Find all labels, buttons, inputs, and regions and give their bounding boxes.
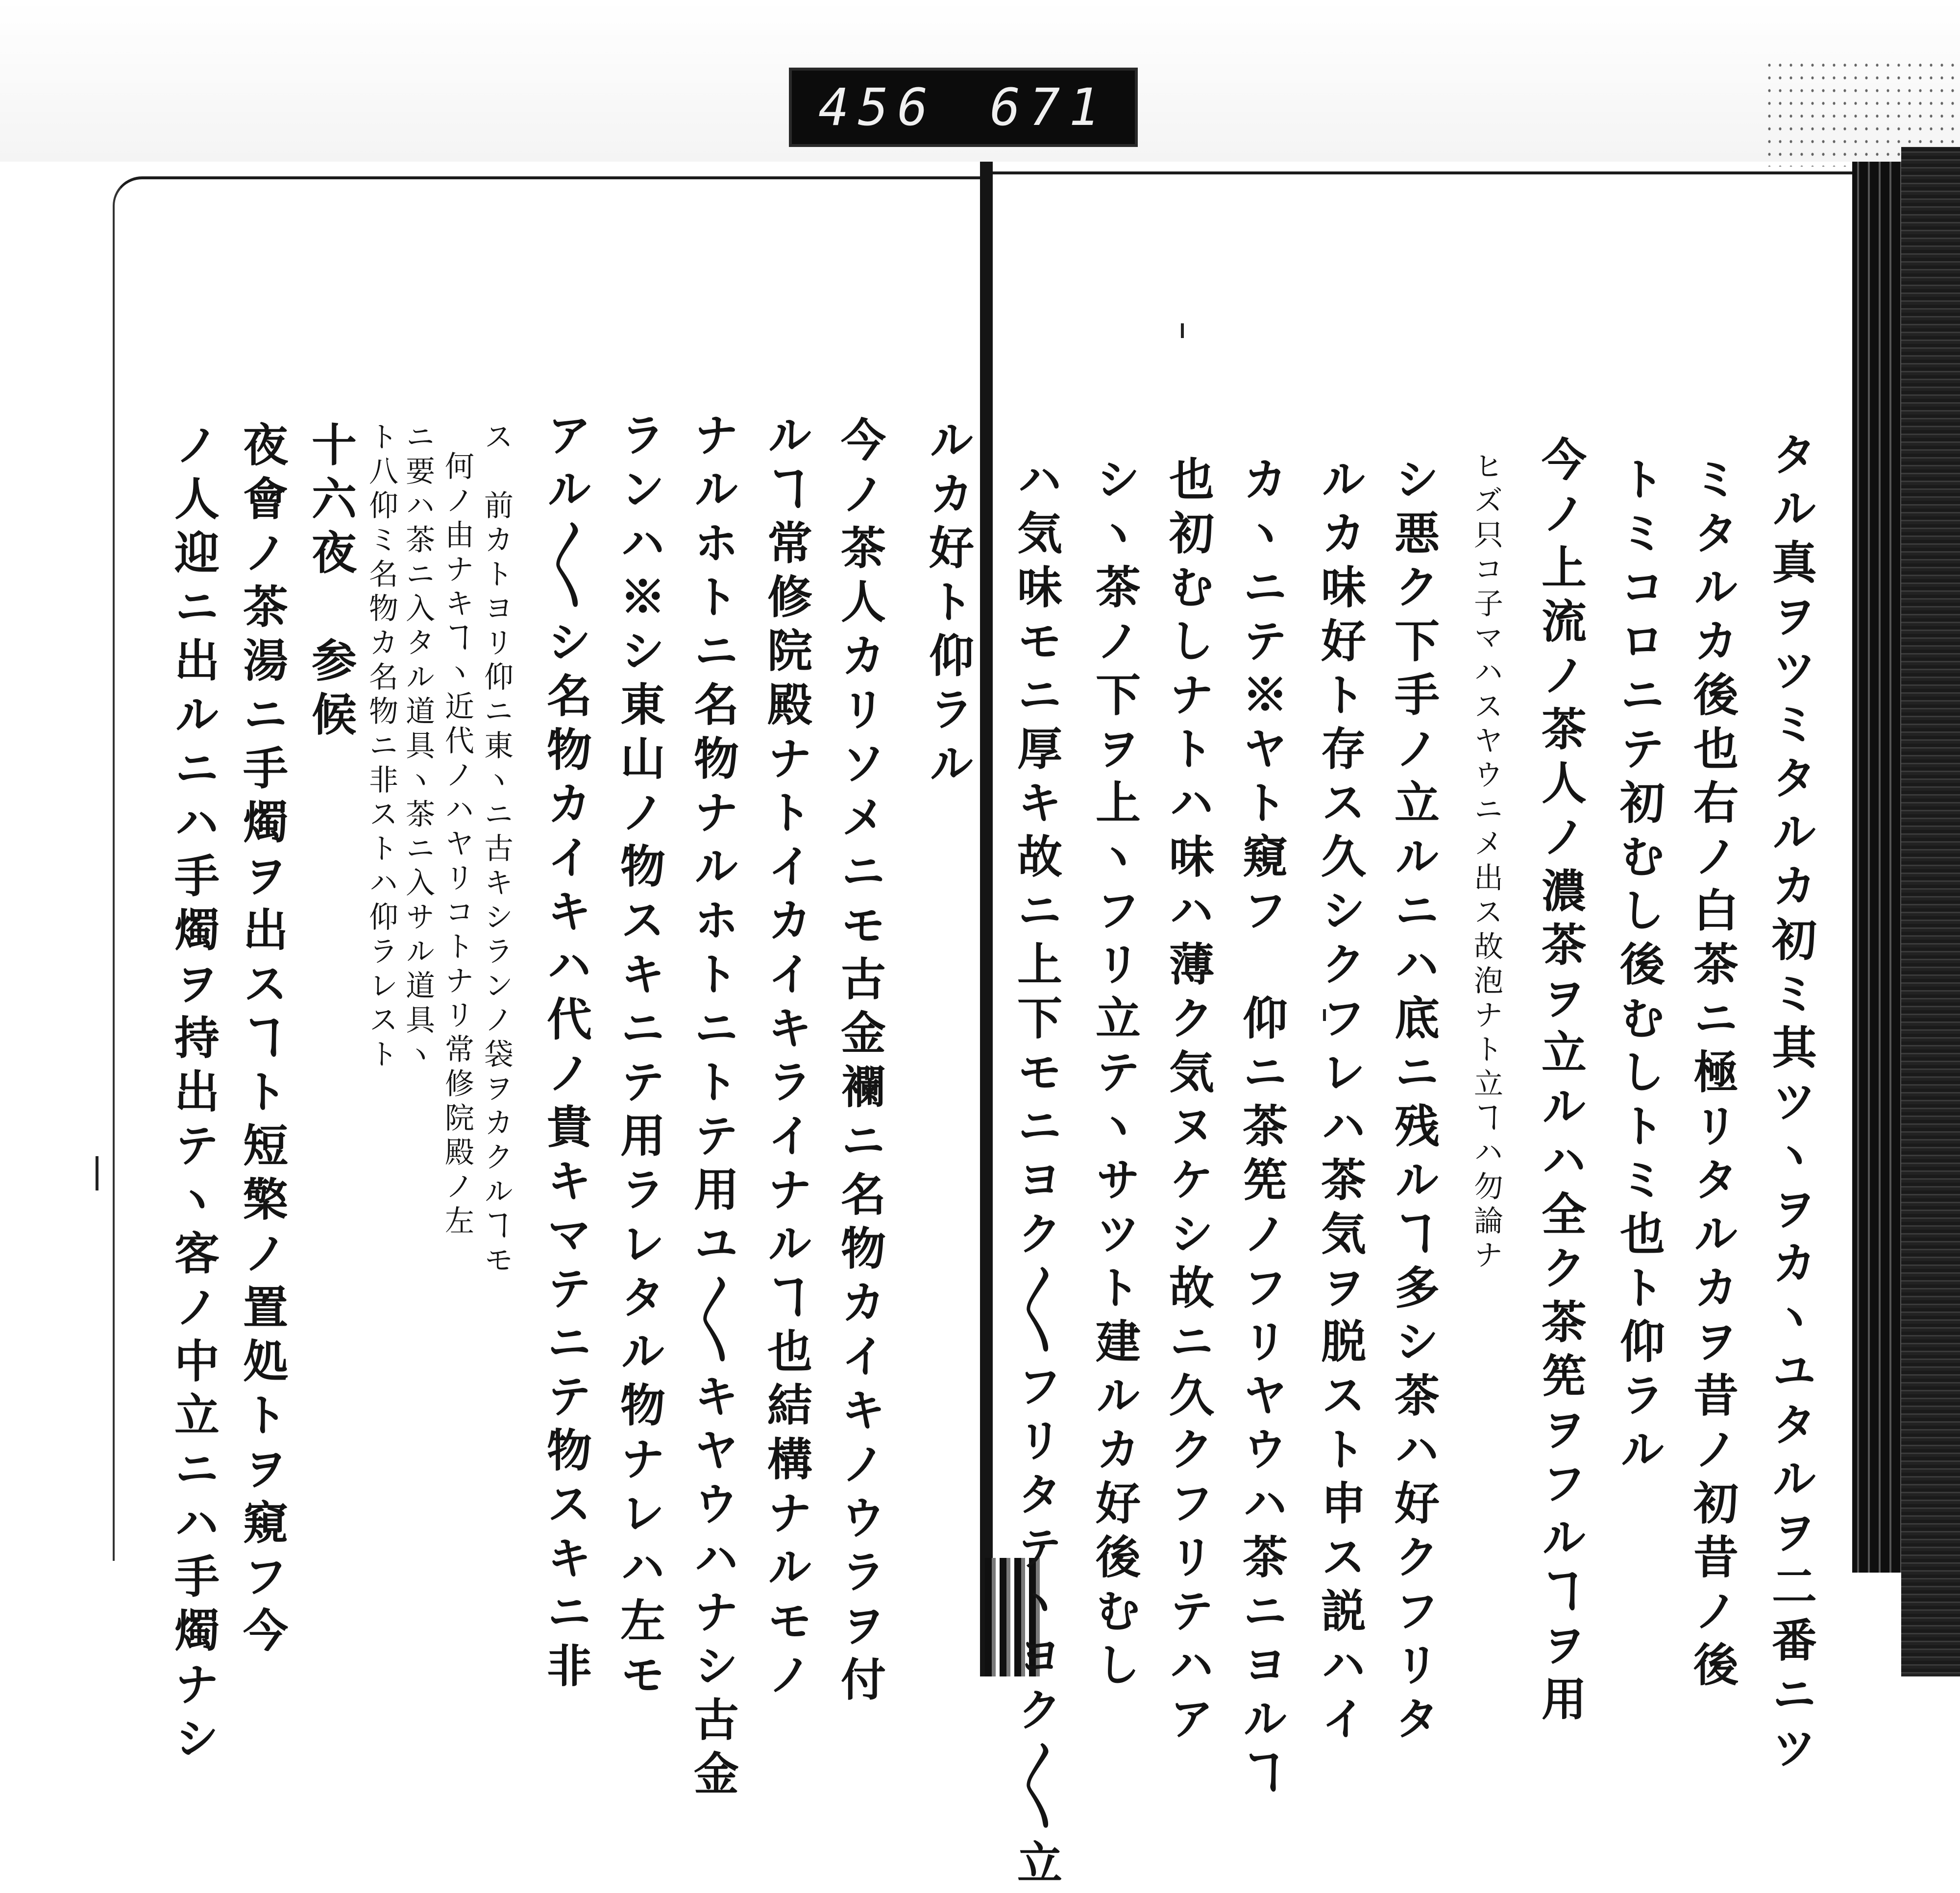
left-page-column: ルヿ常修院殿ナトイカイキライナルヿ也結構ナルモノ	[760, 412, 813, 1705]
left-page-column: 夜會ノ茶湯ニ手燭ヲ出スヿト短檠ノ置処トヲ窺フ今	[236, 421, 289, 1661]
ink-mark	[1181, 323, 1184, 338]
film-frame-label	[789, 68, 1138, 147]
book-spine	[980, 162, 993, 1676]
film-reel-number: 456	[818, 77, 937, 137]
film-frame-number: 671	[990, 77, 1108, 137]
right-page-column: ミタルカ後也右ノ白茶ニ極リタルカヲ昔ノ初昔ノ後	[1686, 456, 1739, 1695]
left-page-column: ス 前カトヨリ仰ニ東ヽニ古キシランノ袋ヲカクルヿモ	[479, 421, 514, 1279]
right-page-column: カヽニテ※ヤト窺フ 仰ニ茶筅ノフリヤウハ茶ニヨルヿ	[1235, 456, 1288, 1803]
left-page-column: ランハ※シ東山ノ物スキニテ用ラレタル物ナレハ左モ	[613, 412, 666, 1705]
left-page-column: アル〳〵シ名物カイキハ代ノ貴キマテニテ物スキニ非	[539, 412, 592, 1696]
right-page-column: シ悪ク下手ノ立ルニハ底ニ残ルヿ多シ茶ハ好クフリタ	[1387, 456, 1440, 1749]
right-page-column: ルカ味好ト存ス久シクフレハ茶気ヲ脱スト申ス説ハイ	[1314, 456, 1367, 1749]
right-page-column: ハ気味モニ厚キ故ニ上下モニヨク〳〵フリタテヽヨク〳〵立	[1010, 456, 1063, 1893]
left-page-column: 十六夜 参候	[304, 421, 357, 745]
page-edges	[1852, 162, 1906, 1573]
right-page-column: ルカ好ト仰ラル	[922, 416, 975, 794]
right-page-column: トミコロニテ初むし後むしトミ也ト仰ラル	[1613, 456, 1666, 1480]
left-page-column: ト八仰ミ名物カ名物ニ非ストハ仰ラレスト	[364, 421, 398, 1073]
right-page-column: 今ノ上流ノ茶人ノ濃茶ヲ立ルハ全ク茶筅ヲフルヿヲ用	[1534, 436, 1587, 1729]
right-page-column: 也初むしナトハ味ハ薄ク気ヌケシ故ニ久クフリテハア	[1162, 456, 1215, 1749]
book-cover	[1901, 147, 1960, 1676]
left-page-column: ナルホトニ名物ナルホトニトテ用ユ〳〵キヤウハナシ古金	[686, 412, 739, 1804]
left-page-column: 今ノ茶人カリソメニモ古金襴ニ名物カイキノウラヲ付	[833, 416, 886, 1710]
left-page-column: ノ人迎ニ出ルニハ手燭ヲ持出テヽ客ノ中立ニハ手燭ナシ	[167, 421, 220, 1769]
right-page-column: タル真ヲツミタルカ初ミ其ツヽヲカヽユタルヲ二番ニツ	[1764, 431, 1817, 1778]
right-page-column: シヽ茶ノ下ヲ上ヽフリ立テヽサツト建ルカ好後むし	[1088, 456, 1141, 1695]
left-page-column: 何ノ由ナキヿヽ近代ノハヤリコトナリ常修院殿ノ左	[440, 451, 474, 1239]
left-page-column: ニ要ハ茶ニ入タル道具ヽ茶ニ入サル道具ヽ	[401, 421, 435, 1073]
right-page-column: ヒズ只コ子マハスヤウニメ出ス故泡ナト立ヿハ勿論ナ	[1469, 451, 1503, 1274]
ink-mark	[96, 1156, 98, 1190]
